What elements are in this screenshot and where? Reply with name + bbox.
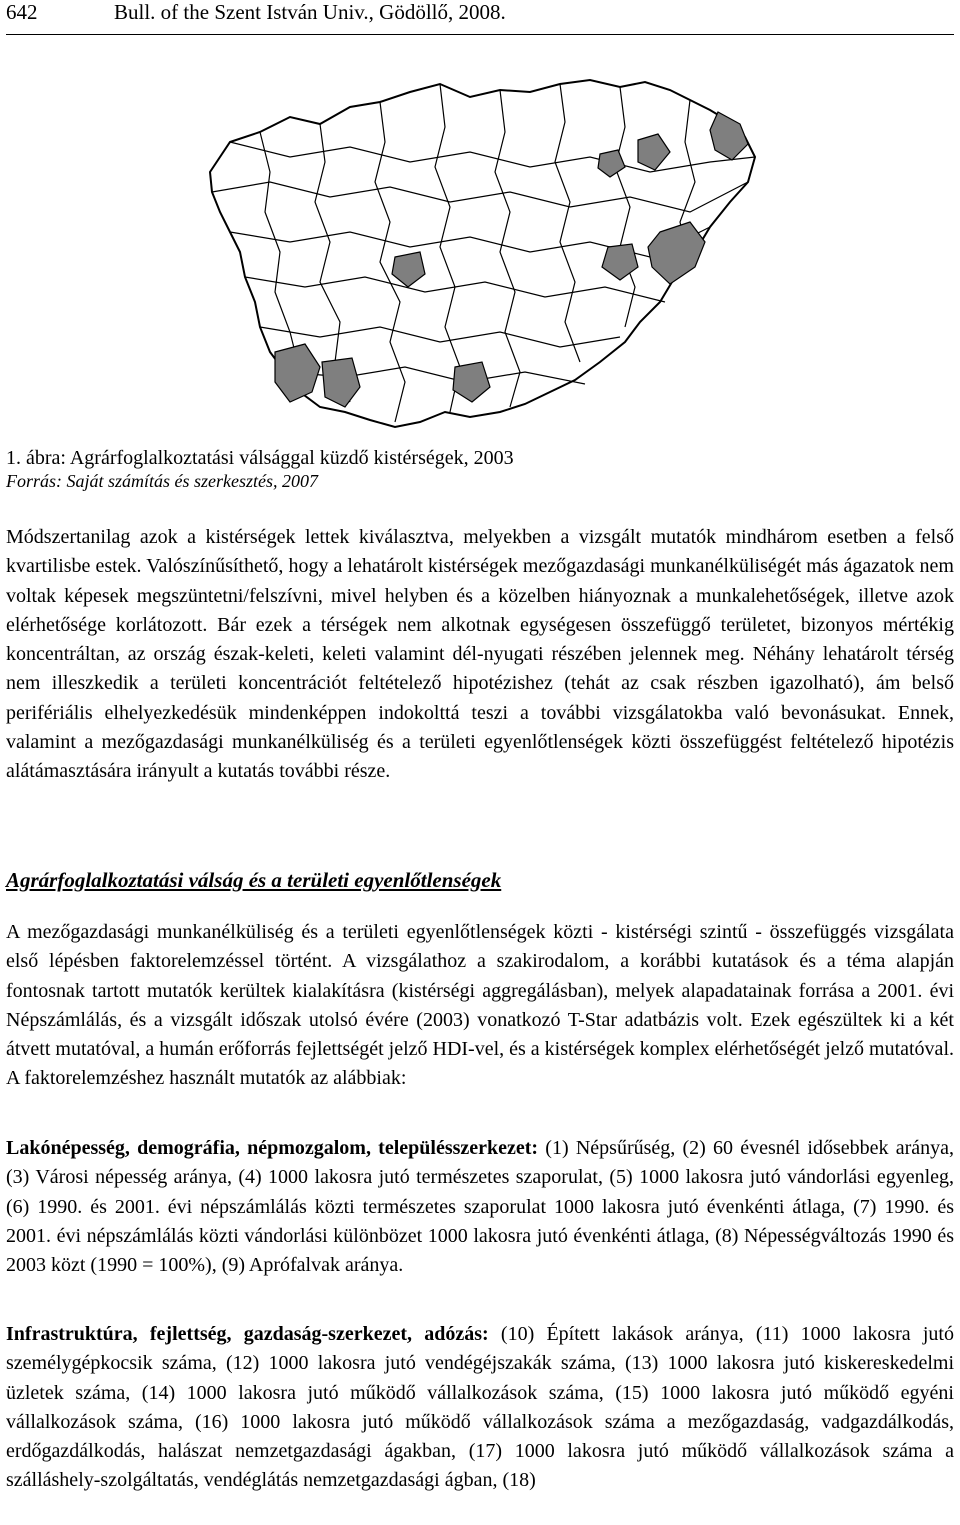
demography-lead: Lakónépesség, demográfia, népmozgalom, településszerkezet:: [6, 1137, 539, 1159]
paragraph-factor-analysis: A mezőgazdasági munkanélküliség és a területi egyenlőtlenségek közti - kistérségi szintű - összefüggés vizsgálata első lépésben faktorelemzéssel történt. A vizsgálathoz a szakirodalom, a korábbi kutatások és a téma alapján fontosnak tartott mutatók kerültek kialakításra (kistérségi aggregálásban), melyek alapadatainak forrása a 2001. évi Népszámlálás, és a vizsgált időszak utolsó évére (2003) vonatkozó T-Star adatbázis volt. Ezek egészültek ki a két átvett mutatóval, a humán erőforrás fejlettségét jelző HDI-vel, és a kistérségek komplex elérhetőségét jelző mutatóval. A faktorelemzéshez használt mutatók az alábbiak:: [6, 921, 954, 1090]
journal-citation: Bull. of the Szent István Univ., Gödöllő, 2008.: [114, 0, 506, 24]
figure-caption-block: [6, 446, 954, 492]
figure-caption: 1. ábra: Agrárfoglalkoztatási válsággal küzdő kistérségek, 2003: [6, 447, 514, 469]
hungary-subregions-map: [170, 62, 790, 437]
figure-source: Forrás: Saját számítás és szerkesztés, 2007: [6, 471, 319, 491]
infrastructure-lead: Infrastruktúra, fejlettség, gazdaság-szerkezet, adózás:: [6, 1323, 489, 1345]
paragraph-infrastructure-indicators: [6, 1320, 954, 1496]
hungary-map-figure: [170, 62, 790, 437]
infrastructure-text: (10) Épített lakások aránya, (11) 1000 lakosra jutó személygépkocsik száma, (12) 1000 lakosra jutó vendégéjszakák száma, (13) 1000 lakosra jutó kiskereskedelmi üzletek száma, (14) 1000 lakosra jutó működő vállalkozások száma, (15) 1000 lakosra jutó működő egyéni vállalkozások száma, (16) 1000 lakosra jutó működő vállalkozások száma a mezőgazdaság, vadgazdálkodás, erdőgazdálkodás, halászat nemzetgazdasági ágakban, (17) 1000 lakosra jutó működő vállalkozások száma a szálláshely-szolgáltatás, vendéglátás nemzetgazdasági ágban, (18): [6, 1323, 954, 1492]
running-header: [6, 0, 954, 35]
paragraph-demography-indicators: [6, 1134, 954, 1280]
paragraph-methodology: Módszertanilag azok a kistérségek lettek kiválasztva, melyekben a vizsgált mutatók mindhárom esetben a felső kvartilisbe estek. Valószínűsíthető, hogy a lehatárolt kistérségek mezőgazdasági munkanélküliségét más ágazatok nem voltak képesek megszüntetni/felszívni, mivel helyben és a közelben hiányoznak a munkalehetőségek, illetve azok elérhetősége korlátozott. Bár ezek a térségek nem alkotnak egységesen összefüggő területet, bizonyos mértékig koncentráltan, az ország észak-keleti, keleti valamint dél-nyugati részében jelennek meg. Néhány lehatárolt térség nem illeszkedik a területi koncentrációt feltételező hipotézishez (tehát az csak részben igazolható), ám belső perifériális elhelyezkedésük mindenképpen indokolttá teszi a további vizsgálatokba való bevonásukat. Ennek, valamint a mezőgazdasági munkanélküliség és a területi egyenlőtlenségek közti összefüggést feltételező hipotézis alátámasztására irányult a kutatás további része.: [6, 526, 954, 783]
section-heading: Agrárfoglalkoztatási válság és a területi egyenlőtlenségek: [6, 868, 502, 892]
page-number: 642: [6, 0, 38, 24]
demography-text: (1) Népsűrűség, (2) 60 évesnél idősebbek aránya, (3) Városi népesség aránya, (4) 1000 lakosra jutó természetes szaporulat, (5) 1000 lakosra jutó vándorlási egyenleg, (6) 1990. és 2001. évi népszámlálás közti természetes szaporulat 1000 lakosra jutó évenkénti átlaga, (7) 1990. és 2001. évi népszámlálás közti vándorlási különbözet 1000 lakosra jutó évenkénti átlaga, (8) Népességváltozás 1990 és 2003 közt (1990 = 100%), (9) Aprófalvak aránya.: [6, 1137, 954, 1277]
